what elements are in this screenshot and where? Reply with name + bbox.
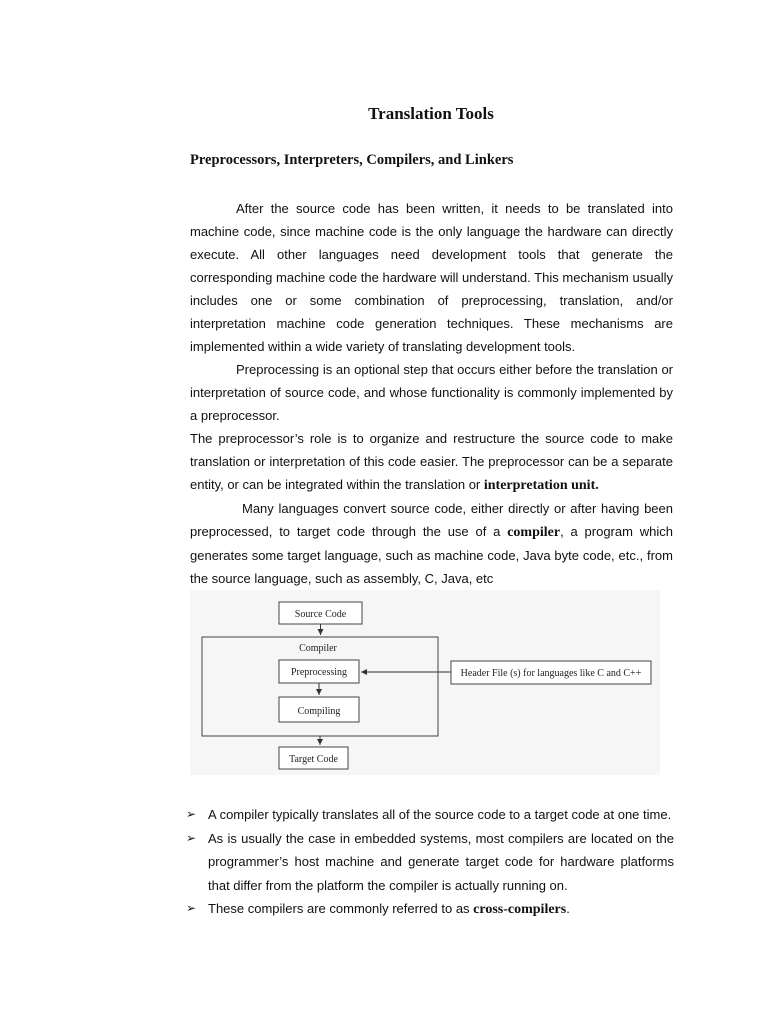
arrow-bullet-icon: ➢	[186, 830, 197, 845]
paragraph-text: The preprocessor’s role is to organize and restructure the source code to make translation or interpretation of this code easier. The preprocessor can be a separate entity, or can be integrated within the translation or	[190, 431, 673, 492]
bullet-text-part: .	[566, 901, 570, 916]
arrow-bullet-icon: ➢	[186, 901, 197, 915]
list-item	[186, 897, 674, 922]
bullet-list	[186, 803, 674, 922]
bold-term-interpretation-unit: interpretation unit.	[483, 478, 599, 493]
paragraph-intro: After the source code has been written, it needs to be translated into machine code, since machine code is the only language the hardware can directly execute. All other languages need development tools that generate the corresponding machine code the hardware will understand. This mechanism usually includes one or some combination of preprocessing, translation, and/or interpretation machine code generation techniques. These mechanisms are implemented within a wide variety of translating development tools.	[190, 201, 673, 354]
section-heading: Preprocessors, Interpreters, Compilers, and Linkers	[190, 152, 514, 168]
target-code-label: Target Code	[289, 754, 338, 765]
paragraph-text: , a program which generates some target language, such as machine code, Java byte code, etc., from the source language, such as assembly, C, Java, etc	[190, 524, 673, 586]
source-code-label: Source Code	[294, 609, 347, 620]
list-item	[186, 803, 674, 827]
page-title: Translation Tools	[368, 104, 494, 123]
list-item	[186, 827, 674, 898]
arrow-bullet-icon: ➢	[186, 807, 197, 821]
bullet-text	[208, 897, 674, 922]
paragraph-preprocessor-role	[190, 427, 673, 497]
compiler-diagram-svg	[190, 590, 660, 775]
header-file-label: Header File (s) for languages like C and C++	[460, 668, 642, 679]
bold-term-cross-compilers: cross-compilers	[473, 902, 567, 917]
compiler-diagram	[190, 590, 660, 775]
compiler-label: Compiler	[299, 643, 337, 654]
paragraph-text: Many languages convert source code, either directly or after having been preprocessed, to target code through the use of a	[190, 501, 673, 539]
compiling-label: Compiling	[297, 706, 341, 717]
bullet-text: As is usually the case in embedded systems, most compilers are located on the programmer’s host machine and generate target code for hardware platforms that differ from the platform the compiler is actually running on.	[208, 830, 674, 893]
bullet-text-part: These compilers are commonly referred to as	[208, 901, 474, 916]
paragraph-preprocessing: Preprocessing is an optional step that occurs either before the translation or interpretation of source code, and whose functionality is commonly implemented by a preprocessor.	[190, 362, 673, 423]
paragraph-compiler	[190, 497, 673, 590]
preprocessing-label: Preprocessing	[290, 667, 348, 678]
body-text	[190, 197, 673, 590]
bullet-text: A compiler typically translates all of the source code to a target code at one time.	[208, 807, 672, 822]
bold-term-compiler: compiler	[507, 525, 561, 540]
